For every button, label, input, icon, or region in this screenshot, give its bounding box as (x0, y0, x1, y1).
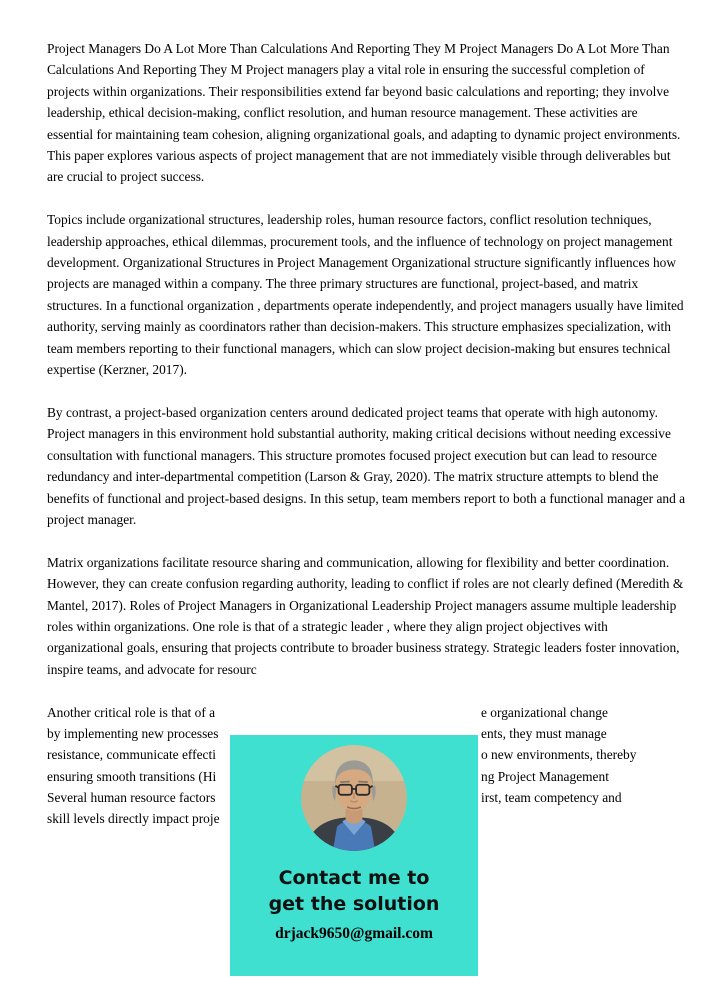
text-fragment: e organizational change (481, 704, 608, 720)
text-line (47, 702, 687, 723)
contact-heading-line2: get the solution (268, 892, 440, 915)
text-fragment: ents, they must manage (481, 725, 607, 741)
paragraph-2: Topics include organizational structures, leadership roles, human resource factors, conflict resolution techniques, leadership approaches, ethical dilemmas, procurement tools, and the influence of technology on project management development. Organizational Structures in Project Management Organizational structure significantly influences how projects are managed within a company. The three primary structures are functional, project-based, and matrix structures. In a functional organization , departments operate independently, and project managers usually have limited authority, serving mainly as coordinators rather than decision-makers. This structure emphasizes specialization, with team members reporting to their functional managers, which can slow project decision-making but ensures technical expertise (Kerzner, 2017). (47, 212, 684, 378)
text-fragment: Several human resource factors (47, 790, 216, 806)
text-fragment: ng Project Management (481, 768, 609, 784)
paragraph-3: By contrast, a project-based organization centers around dedicated project teams that operate with high autonomy. Project managers in this environment hold substantial authority, making critical decisions without needing excessive consultation with functional managers. This structure promotes focused project execution but can lead to resource redundancy and inter-departmental competition (Larson & Gray, 2020). The matrix structure attempts to blend the benefits of functional and project-based designs. In this setup, team members report to both a functional manager and a project manager. (47, 404, 686, 527)
portrait-avatar (301, 745, 407, 851)
text-fragment: by implementing new processes (47, 725, 219, 741)
text-fragment: resistance, communicate effecti (47, 747, 216, 763)
man-with-glasses-icon (301, 745, 407, 851)
contact-heading (230, 866, 478, 917)
document-text-column (47, 38, 687, 830)
text-fragment: skill levels directly impact proje (47, 811, 220, 827)
paragraph-4: Matrix organizations facilitate resource sharing and communication, allowing for flexibility and better coordination. However, they can create confusion regarding authority, leading to conflict if roles are not clearly defined (Meredith & Mantel, 2017). Roles of Project Managers in Organizational Leadership Project managers assume multiple leadership roles within organizations. One role is that of a strategic leader , where they align project objectives with organizational goals, ensuring that projects contribute to broader business strategy. Strategic leaders foster innovation, inspire teams, and advocate for resourc (47, 554, 684, 677)
text-fragment: Another critical role is that of a (47, 704, 216, 720)
contact-heading-line1: Contact me to (278, 867, 430, 889)
text-fragment: ensuring smooth transitions (Hi (47, 768, 217, 784)
paragraph-1: Project Managers Do A Lot More Than Calculations And Reporting They M Project Managers Do A Lot More Than Calculations And Reporting They M Project managers play a vital role in ensuring the successful completion of projects within organizations. Their responsibilities extend far beyond basic calculations and reporting; they involve leadership, ethical decision-making, conflict resolution, and human resource management. These activities are essential for maintaining team cohesion, aligning organizational goals, and adapting to dynamic project environments. This paper explores various aspects of project management that are not immediately visible through deliverables but are crucial to project success. (47, 41, 681, 185)
text-fragment: o new environments, thereby (481, 747, 637, 763)
contact-overlay (230, 735, 478, 976)
contact-email: drjack9650@gmail.com (275, 925, 433, 943)
text-fragment: irst, team competency and (481, 790, 622, 806)
